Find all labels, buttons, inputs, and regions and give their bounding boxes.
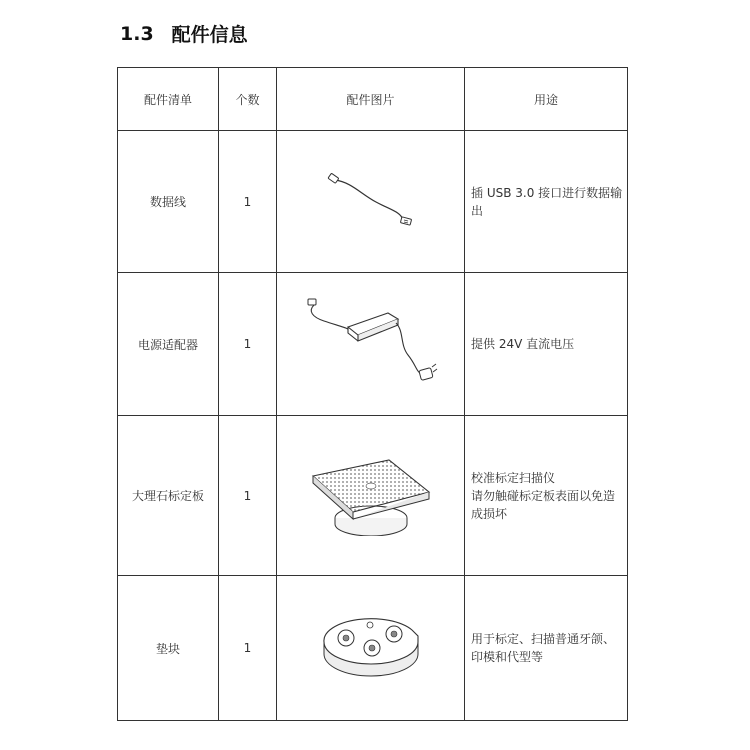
table-row [118, 416, 628, 576]
usage-line: 校准标定扫描仪 [471, 470, 556, 485]
accessory-quantity: 1 [219, 273, 277, 416]
accessory-image-cell [277, 416, 465, 576]
accessory-image-cell [277, 131, 465, 273]
accessory-quantity: 1 [219, 131, 277, 273]
accessory-name: 电源适配器 [118, 273, 219, 416]
table-header-row [118, 68, 628, 131]
header-accessory-image: 配件图片 [277, 68, 465, 131]
table-row [118, 273, 628, 416]
accessory-usage [465, 416, 628, 576]
usage-line: 请勿触碰标定板表面以免造 [471, 488, 616, 503]
accessory-name: 大理石标定板 [118, 416, 219, 576]
section-number: 1.3 [120, 22, 154, 45]
accessory-usage [465, 273, 628, 416]
accessory-table [117, 67, 628, 721]
header-accessory-list: 配件清单 [118, 68, 219, 131]
calibration-plate-icon [301, 456, 441, 536]
usage-line: 印模和代型等 [471, 650, 544, 664]
table-row [118, 576, 628, 721]
usage-line: 出 [471, 203, 484, 218]
accessory-name: 数据线 [118, 131, 219, 273]
power-adapter-icon [296, 297, 446, 392]
spacer-block-icon [316, 608, 426, 688]
usage-line: 用于标定、扫描普通牙颌、 [471, 632, 616, 646]
accessory-name: 垫块 [118, 576, 219, 721]
usage-line: 提供 24V 直流电压 [471, 337, 575, 351]
accessory-image-cell [277, 273, 465, 416]
accessory-quantity: 1 [219, 576, 277, 721]
usb-cable-icon [321, 172, 421, 232]
header-quantity: 个数 [219, 68, 277, 131]
accessory-quantity: 1 [219, 416, 277, 576]
accessory-image-cell [277, 576, 465, 721]
section-heading [120, 20, 248, 47]
accessory-usage [465, 131, 628, 273]
header-usage: 用途 [465, 68, 628, 131]
table-row [118, 131, 628, 273]
accessory-usage [465, 576, 628, 721]
section-title: 配件信息 [171, 24, 248, 46]
usage-line: 插 USB 3.0 接口进行数据输 [471, 185, 623, 200]
usage-line: 成损坏 [471, 506, 508, 521]
